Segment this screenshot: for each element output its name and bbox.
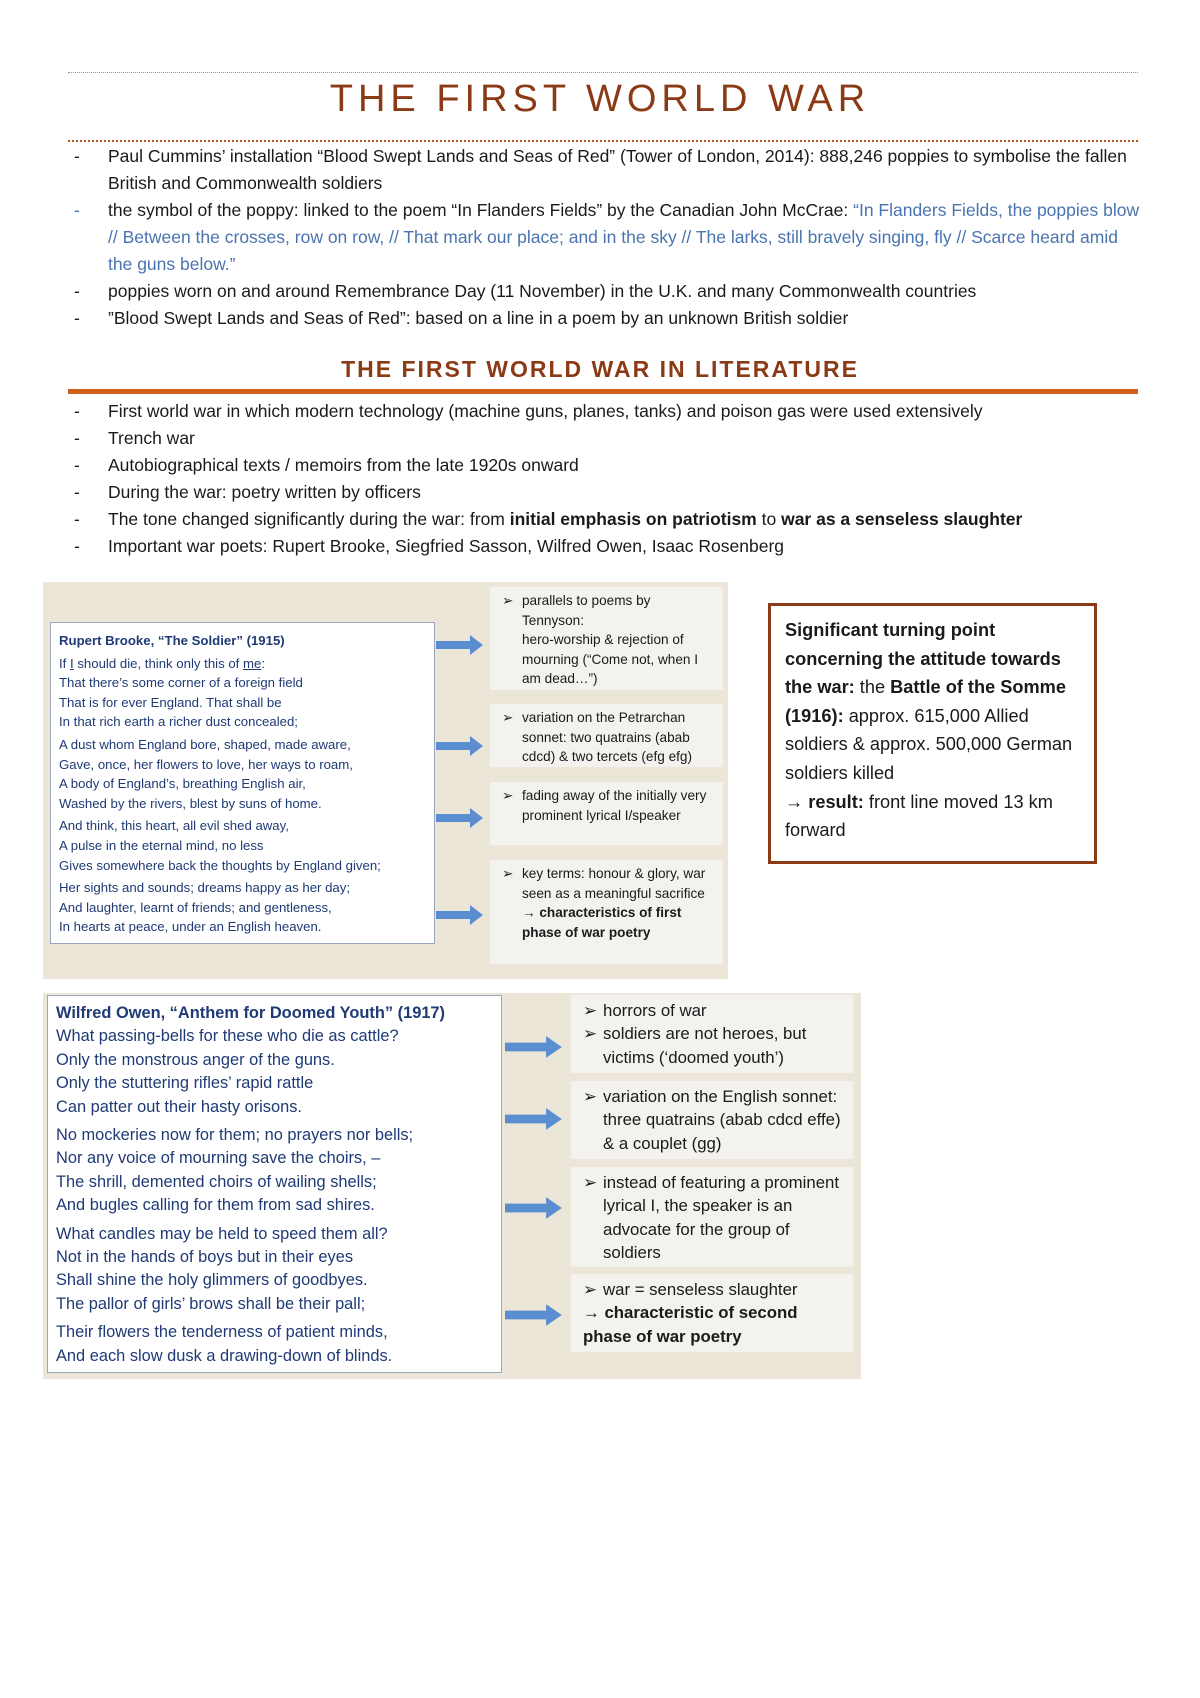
- poem-line: And each slow dusk a drawing-down of blinds.: [56, 1346, 393, 1365]
- poem-line: In that rich earth a richer dust concealed;: [59, 714, 298, 730]
- poem-line: The shrill, demented choirs of wailing shells;: [56, 1172, 377, 1191]
- arrow-right-icon: [436, 904, 484, 926]
- poem-line: Gave, once, her flowers to love, her ways to roam,: [59, 756, 353, 772]
- arrow-right-icon: [505, 1107, 563, 1131]
- list-item: - Trench war: [74, 428, 195, 448]
- brooke-note: [490, 860, 723, 964]
- list-item: - First world war in which modern technology (machine guns, planes, tanks) and poison gas were used extensively: [74, 401, 983, 421]
- literature-bullet-list: [68, 398, 1143, 560]
- poem-title: Wilfred Owen, “Anthem for Doomed Youth” (1917): [56, 1004, 446, 1022]
- poem-line: Their flowers the tenderness of patient minds,: [56, 1323, 388, 1342]
- list-item: - Paul Cummins’ installation “Blood Swept Lands and Seas of Red” (Tower of London, 2014): 888,246 poppies to symbolise the fallen British and Commonwealth soldiers: [74, 146, 1127, 193]
- poem-line: That there’s some corner of a foreign field: [59, 675, 303, 691]
- chevron-bullet-icon: ➢: [583, 1087, 598, 1106]
- arrow-right-icon: [505, 1035, 563, 1059]
- poem-line: Her sights and sounds; dreams happy as her day;: [59, 880, 351, 896]
- brooke-note: [490, 587, 723, 690]
- note-conclusion: → characteristic of second phase of war poetry: [583, 1303, 798, 1346]
- poem-stanza: [56, 1124, 493, 1218]
- result-arrow-icon: →: [785, 791, 809, 812]
- intro-bullet-list: [68, 143, 1143, 332]
- owen-note: [571, 1081, 853, 1159]
- poem-line: Gives somewhere back the thoughts by England given;: [59, 857, 381, 873]
- poem-line: And think, this heart, all evil shed away,: [59, 818, 289, 834]
- owen-poem-box: [47, 995, 502, 1373]
- owen-figure-panel: [43, 993, 861, 1379]
- poem-line: What candles may be held to speed them all?: [56, 1224, 388, 1243]
- flanders-quote: “In Flanders Fields, the poppies blow // Between the crosses, row on row, // That mark our place; and in the sky // The larks, still bravely singing, fly // Scarce heard amid the guns below.”: [108, 200, 1140, 274]
- poem-stanza: [59, 816, 426, 875]
- list-item: - During the war: poetry written by officers: [74, 482, 421, 502]
- poem-stanza: [56, 1025, 493, 1119]
- poem-stanza: [56, 1321, 493, 1368]
- chevron-bullet-icon: ➢: [502, 788, 514, 803]
- note-item: ➢ variation on the Petrarchan sonnet: two quatrains (abab cdcd) & two tercets (efg efg): [502, 710, 692, 765]
- poem-stanza: [59, 878, 426, 937]
- poem-line: A body of England’s, breathing English air,: [59, 776, 306, 792]
- section-title: THE FIRST WORLD WAR IN LITERATURE: [341, 356, 859, 382]
- brooke-note: [490, 704, 723, 767]
- list-item: - the symbol of the poppy: linked to the poem “In Flanders Fields” by the Canadian John McCrae: “In Flanders Fields, the poppies blow // Between the crosses, row on row, // That mark our place; and in the sky // The larks, still bravely singing, fly // Scarce heard amid the guns below.”: [74, 200, 1140, 274]
- turning-point-box: Significant turning point concerning the attitude towards the war: the Battle of the Somme (1916): approx. 615,000 Allied soldiers & approx. 500,000 German soldiers killed → result: front line moved 13 km forward: [768, 603, 1097, 864]
- note-item: ➢ key terms: honour & glory, war seen as a meaningful sacrifice: [502, 866, 706, 901]
- poem-stanza: [56, 1223, 493, 1317]
- chevron-bullet-icon: ➢: [502, 710, 514, 725]
- poem-stanza: [59, 735, 426, 813]
- note-item: ➢ soldiers are not heroes, but victims (‘doomed youth’): [583, 1024, 807, 1067]
- note-item: ➢ horrors of war: [583, 999, 845, 1022]
- poem-line: Shall shine the holy glimmers of goodbyes.: [56, 1271, 368, 1290]
- list-item: - Autobiographical texts / memoirs from the late 1920s onward: [74, 455, 579, 475]
- poem-line: Only the stuttering rifles’ rapid rattle: [56, 1074, 314, 1093]
- owen-note: [571, 1167, 853, 1267]
- poem-stanza: [59, 654, 426, 732]
- list-item: - ”Blood Swept Lands and Seas of Red”: based on a line in a poem by an unknown British soldier: [74, 308, 849, 328]
- list-item: - Important war poets: Rupert Brooke, Siegfried Sasson, Wilfred Owen, Isaac Rosenberg: [74, 536, 785, 556]
- list-item: - The tone changed significantly during the war: from initial emphasis on patriotism to war as a senseless slaughter: [74, 509, 1023, 529]
- owen-note: [571, 995, 853, 1073]
- section-rule: [68, 389, 1138, 394]
- note-item: ➢ fading away of the initially very prominent lyrical I/speaker: [502, 788, 707, 823]
- arrow-right-icon: [436, 634, 484, 656]
- chevron-bullet-icon: ➢: [502, 593, 514, 608]
- poem-line: What passing-bells for these who die as cattle?: [56, 1027, 399, 1046]
- poem-line: Nor any voice of mourning save the choirs, –: [56, 1149, 381, 1168]
- title-dotted-rule: [68, 140, 1138, 142]
- brooke-figure-panel: [43, 582, 728, 979]
- arrow-right-icon: [505, 1303, 563, 1327]
- chevron-bullet-icon: ➢: [583, 1280, 598, 1299]
- page-title: THE FIRST WORLD WAR: [329, 78, 871, 120]
- arrow-right-icon: [436, 807, 484, 829]
- poem-line: That is for ever England. That shall be: [59, 694, 282, 710]
- top-dotted-rule: [68, 72, 1138, 73]
- poem-line: And laughter, learnt of friends; and gentleness,: [59, 899, 332, 915]
- chevron-bullet-icon: ➢: [583, 1173, 598, 1192]
- note-conclusion: → characteristics of first phase of war poetry: [522, 905, 682, 940]
- brooke-note: [490, 782, 723, 845]
- poem-line: Can patter out their hasty orisons.: [56, 1097, 302, 1116]
- arrow-right-icon: [436, 735, 484, 757]
- note-item: ➢ war = senseless slaughter: [583, 1278, 845, 1301]
- poem-line: Washed by the rivers, blest by suns of home.: [59, 795, 322, 811]
- list-item: - poppies worn on and around Remembrance Day (11 November) in the U.K. and many Commonwealth countries: [74, 281, 977, 301]
- poem-line: In hearts at peace, under an English heaven.: [59, 919, 322, 935]
- brooke-poem-box: [50, 622, 435, 944]
- poem-line: A dust whom England bore, shaped, made aware,: [59, 736, 351, 752]
- poem-line: The pallor of girls’ brows shall be their pall;: [56, 1294, 366, 1313]
- poem-title: Rupert Brooke, “The Soldier” (1915): [59, 633, 285, 648]
- poem-line: And bugles calling for them from sad shires.: [56, 1196, 375, 1215]
- arrow-right-icon: [505, 1196, 563, 1220]
- chevron-bullet-icon: ➢: [583, 1001, 598, 1020]
- poem-line: No mockeries now for them; no prayers nor bells;: [56, 1126, 414, 1145]
- note-item: ➢ parallels to poems by Tennyson: hero-worship & rejection of mourning (“Come not, when I am dead…”): [502, 593, 699, 687]
- owen-note: [571, 1274, 853, 1352]
- poem-line: Not in the hands of boys but in their eyes: [56, 1248, 354, 1267]
- poem-line: A pulse in the eternal mind, no less: [59, 837, 264, 853]
- note-item: ➢ variation on the English sonnet: three quatrains (abab cdcd effe) & a couplet (gg): [583, 1087, 841, 1153]
- poem-line: Only the monstrous anger of the guns.: [56, 1050, 335, 1069]
- note-item: ➢ instead of featuring a prominent lyrical I, the speaker is an advocate for the group of soldiers: [583, 1173, 840, 1263]
- chevron-bullet-icon: ➢: [583, 1024, 598, 1044]
- chevron-bullet-icon: ➢: [502, 866, 514, 881]
- poem-line: If I should die, think only this of me:: [59, 655, 266, 671]
